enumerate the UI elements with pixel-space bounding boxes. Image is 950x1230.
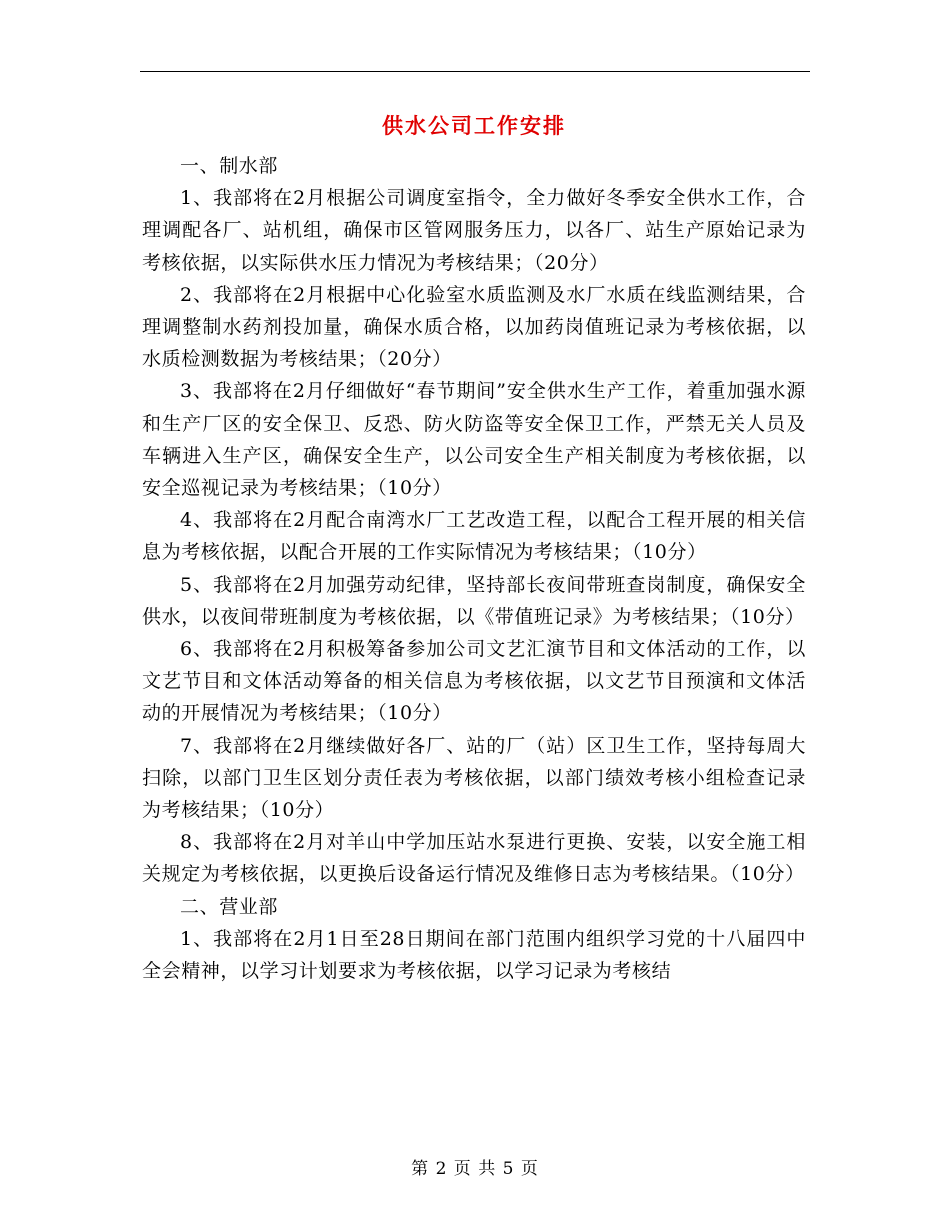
page-number: 第 2 页 共 5 页 [411, 1159, 539, 1179]
list-item: 6、我部将在2月积极筹备参加公司文艺汇演节目和文体活动的工作，以文艺节目和文体活动筹备的相关信息为考核依据，以文艺节目预演和文体活动的开展情况为考核结果；（10分） [142, 638, 806, 725]
list-item: 1、我部将在2月1日至28日期间在部门范围内组织学习党的十八届四中全会精神，以学习计划要求为考核依据，以学习记录为考核结 [142, 927, 806, 983]
header-rule [140, 71, 810, 72]
list-item: 3、我部将在2月仔细做好“春节期间”安全供水生产工作，着重加强水源和生产厂区的安全保卫、反恐、防火防盗等安全保卫工作，严禁无关人员及车辆进入生产区，确保安全生产，以公司安全生产相关制度为考核依据，以安全巡视记录为考核结果；（10分） [142, 380, 806, 500]
section-heading: 一、制水部 [180, 155, 279, 177]
list-item: 4、我部将在2月配合南湾水厂工艺改造工程，以配合工程开展的相关信息为考核依据，以配合开展的工作实际情况为考核结果；（10分） [142, 509, 806, 564]
section-zhishuibu [142, 150, 806, 891]
section-yingyebu [142, 891, 806, 988]
document-title: 供水公司工作安排 [382, 113, 566, 138]
section-heading: 二、营业部 [180, 895, 279, 918]
list-item: 2、我部将在2月根据中心化验室水质监测及水厂水质在线监测结果，合理调整制水药剂投加量，确保水质合格，以加药岗值班记录为考核依据，以水质检测数据为考核结果；（20分） [142, 283, 806, 371]
list-item: 1、我部将在2月根据公司调度室指令，全力做好冬季安全供水工作，合理调配各厂、站机组，确保市区管网服务压力，以各厂、站生产原始记录为考核依据，以实际供水压力情况为考核结果；（20分） [142, 187, 806, 274]
document-body [142, 106, 806, 987]
list-item: 5、我部将在2月加强劳动纪律，坚持部长夜间带班查岗制度，确保安全供水，以夜间带班制度为考核依据，以《带值班记录》为考核结果；（10分） [142, 573, 806, 628]
list-item: 7、我部将在2月继续做好各厂、站的厂（站）区卫生工作，坚持每周大扫除，以部门卫生区划分责任表为考核依据，以部门绩效考核小组检查记录为考核结果；（10分） [142, 734, 806, 822]
list-item: 8、我部将在2月对羊山中学加压站水泵进行更换、安装，以安全施工相关规定为考核依据，以更换后设备运行情况及维修日志为考核结果。（10分） [142, 831, 806, 886]
